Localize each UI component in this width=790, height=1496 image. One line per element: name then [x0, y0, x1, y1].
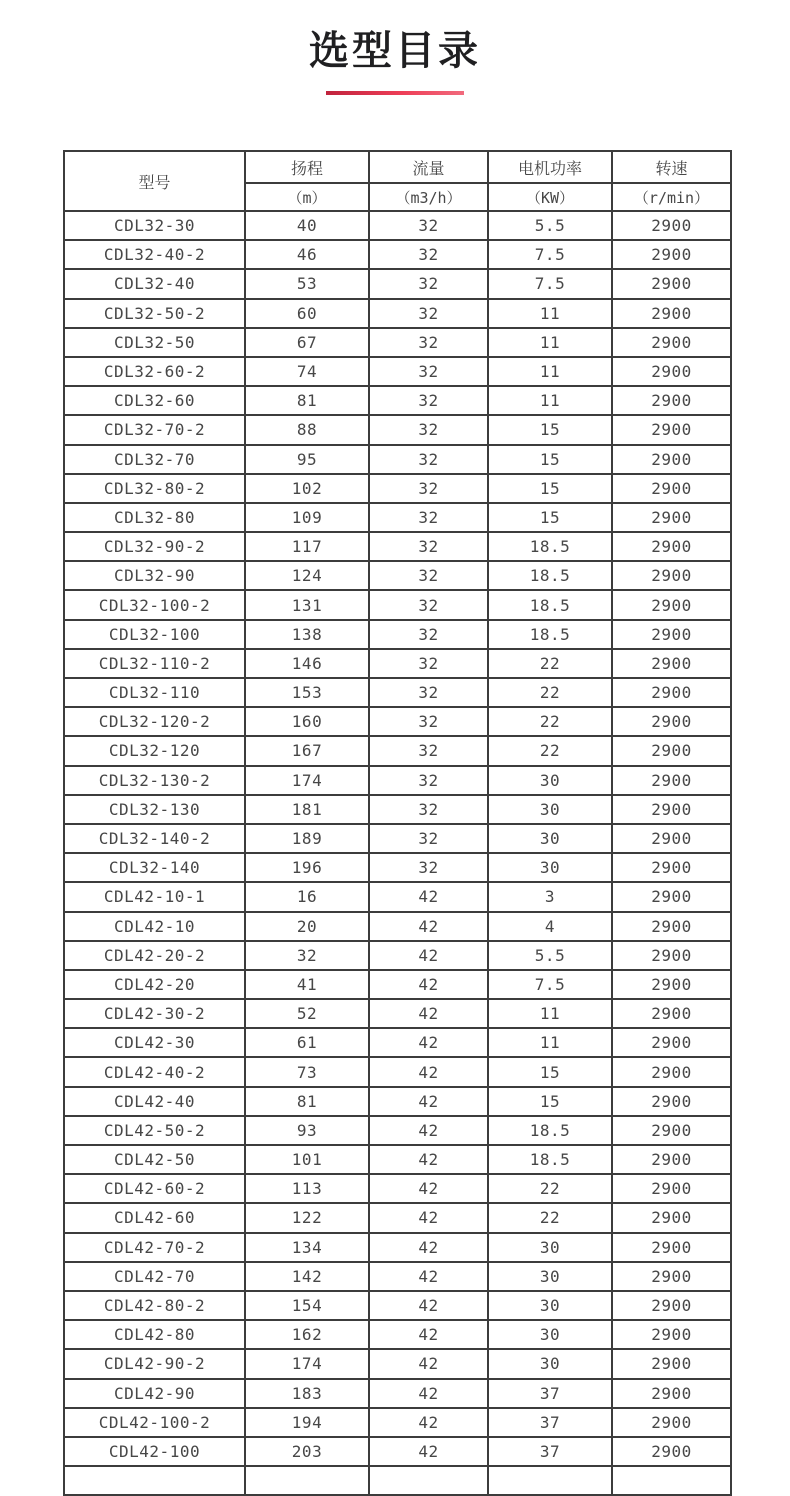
- cell-speed: 2900: [612, 503, 731, 532]
- table-row: [64, 1057, 731, 1086]
- table-row: [64, 649, 731, 678]
- cell-head: [245, 1466, 369, 1495]
- cell-speed: 2900: [612, 445, 731, 474]
- cell-flow: 42: [369, 1233, 488, 1262]
- cell-flow: 42: [369, 1116, 488, 1145]
- cell-model: CDL42-40: [64, 1087, 245, 1116]
- table-row: [64, 824, 731, 853]
- table-row: [64, 445, 731, 474]
- cell-head: 73: [245, 1057, 369, 1086]
- cell-flow: 42: [369, 1028, 488, 1057]
- table-row: [64, 357, 731, 386]
- cell-model: CDL32-50: [64, 328, 245, 357]
- cell-power: 30: [488, 1320, 612, 1349]
- cell-speed: 2900: [612, 678, 731, 707]
- table-row: [64, 1291, 731, 1320]
- cell-model: CDL42-100-2: [64, 1408, 245, 1437]
- cell-flow: 32: [369, 357, 488, 386]
- cell-speed: 2900: [612, 269, 731, 298]
- table-row: [64, 240, 731, 269]
- cell-flow: 32: [369, 561, 488, 590]
- cell-flow: 32: [369, 736, 488, 765]
- cell-model: CDL32-110: [64, 678, 245, 707]
- cell-flow: 32: [369, 824, 488, 853]
- cell-flow: 32: [369, 445, 488, 474]
- cell-power: 11: [488, 999, 612, 1028]
- table-row: [64, 561, 731, 590]
- table-row: [64, 503, 731, 532]
- cell-speed: 2900: [612, 999, 731, 1028]
- cell-speed: 2900: [612, 1349, 731, 1378]
- cell-head: 196: [245, 853, 369, 882]
- column-unit-power: （KW）: [488, 183, 612, 211]
- cell-model: CDL32-100-2: [64, 590, 245, 619]
- cell-head: 113: [245, 1174, 369, 1203]
- table-row: [64, 1028, 731, 1057]
- cell-model: CDL42-40-2: [64, 1057, 245, 1086]
- cell-head: 162: [245, 1320, 369, 1349]
- cell-model: CDL42-20-2: [64, 941, 245, 970]
- cell-head: 41: [245, 970, 369, 999]
- cell-flow: 32: [369, 620, 488, 649]
- cell-speed: 2900: [612, 970, 731, 999]
- cell-head: 131: [245, 590, 369, 619]
- cell-flow: 32: [369, 474, 488, 503]
- cell-power: 7.5: [488, 269, 612, 298]
- cell-power: 30: [488, 1291, 612, 1320]
- table-row: [64, 299, 731, 328]
- cell-power: 11: [488, 357, 612, 386]
- cell-power: 11: [488, 299, 612, 328]
- cell-model: CDL32-110-2: [64, 649, 245, 678]
- column-unit-head: （m）: [245, 183, 369, 211]
- column-header-head: 扬程: [245, 151, 369, 183]
- cell-power: 4: [488, 912, 612, 941]
- cell-model: CDL42-20: [64, 970, 245, 999]
- cell-speed: 2900: [612, 1291, 731, 1320]
- cell-head: 203: [245, 1437, 369, 1466]
- cell-head: 16: [245, 882, 369, 911]
- cell-flow: 42: [369, 941, 488, 970]
- table-row: [64, 590, 731, 619]
- cell-head: 74: [245, 357, 369, 386]
- cell-speed: 2900: [612, 299, 731, 328]
- cell-head: 88: [245, 415, 369, 444]
- cell-model: CDL42-80: [64, 1320, 245, 1349]
- table-row: [64, 882, 731, 911]
- table-row: [64, 853, 731, 882]
- cell-head: 160: [245, 707, 369, 736]
- table-row: [64, 1174, 731, 1203]
- cell-power: 18.5: [488, 1116, 612, 1145]
- cell-power: 18.5: [488, 561, 612, 590]
- cell-head: 52: [245, 999, 369, 1028]
- cell-power: 30: [488, 766, 612, 795]
- cell-power: 15: [488, 415, 612, 444]
- cell-model: CDL42-70: [64, 1262, 245, 1291]
- cell-model: CDL32-90: [64, 561, 245, 590]
- cell-flow: 32: [369, 299, 488, 328]
- cell-head: 81: [245, 1087, 369, 1116]
- cell-power: 18.5: [488, 1145, 612, 1174]
- cell-model: CDL32-70-2: [64, 415, 245, 444]
- cell-model: CDL32-90-2: [64, 532, 245, 561]
- cell-flow: 32: [369, 269, 488, 298]
- cell-model: CDL42-100: [64, 1437, 245, 1466]
- cell-flow: 32: [369, 532, 488, 561]
- cell-power: 7.5: [488, 240, 612, 269]
- table-row: [64, 912, 731, 941]
- cell-power: 37: [488, 1408, 612, 1437]
- cell-model: CDL32-60: [64, 386, 245, 415]
- cell-head: 194: [245, 1408, 369, 1437]
- table-row: [64, 1379, 731, 1408]
- cell-speed: 2900: [612, 1028, 731, 1057]
- cell-model: CDL32-30: [64, 211, 245, 240]
- cell-power: 18.5: [488, 532, 612, 561]
- cell-speed: 2900: [612, 766, 731, 795]
- cell-head: 174: [245, 1349, 369, 1378]
- cell-power: 30: [488, 853, 612, 882]
- cell-speed: 2900: [612, 1320, 731, 1349]
- cell-head: 53: [245, 269, 369, 298]
- cell-model: CDL42-60: [64, 1203, 245, 1232]
- cell-model: CDL42-10: [64, 912, 245, 941]
- cell-power: 3: [488, 882, 612, 911]
- cell-speed: 2900: [612, 707, 731, 736]
- cell-head: 181: [245, 795, 369, 824]
- cell-head: 60: [245, 299, 369, 328]
- cell-model: CDL32-130: [64, 795, 245, 824]
- table-row: [64, 211, 731, 240]
- table-row: [64, 386, 731, 415]
- cell-power: 22: [488, 736, 612, 765]
- cell-model: CDL32-120-2: [64, 707, 245, 736]
- cell-power: 5.5: [488, 941, 612, 970]
- cell-flow: 32: [369, 649, 488, 678]
- cell-power: 11: [488, 386, 612, 415]
- cell-head: 101: [245, 1145, 369, 1174]
- cell-speed: 2900: [612, 415, 731, 444]
- cell-model: CDL42-90: [64, 1379, 245, 1408]
- cell-speed: 2900: [612, 590, 731, 619]
- cell-head: 40: [245, 211, 369, 240]
- cell-power: 22: [488, 678, 612, 707]
- cell-speed: 2900: [612, 532, 731, 561]
- cell-flow: 42: [369, 1087, 488, 1116]
- page-title: 选型目录: [309, 28, 481, 74]
- cell-speed: [612, 1466, 731, 1495]
- cell-flow: 42: [369, 912, 488, 941]
- cell-power: [488, 1466, 612, 1495]
- table-row: [64, 1233, 731, 1262]
- cell-head: 142: [245, 1262, 369, 1291]
- cell-flow: 32: [369, 386, 488, 415]
- pump-selection-table: [63, 150, 732, 1496]
- cell-speed: 2900: [612, 736, 731, 765]
- title-underline: [326, 91, 464, 95]
- cell-speed: 2900: [612, 328, 731, 357]
- cell-head: 95: [245, 445, 369, 474]
- column-unit-speed: （r/min）: [612, 183, 731, 211]
- cell-flow: 32: [369, 707, 488, 736]
- cell-flow: 42: [369, 1203, 488, 1232]
- cell-speed: 2900: [612, 853, 731, 882]
- cell-speed: 2900: [612, 620, 731, 649]
- cell-power: 22: [488, 707, 612, 736]
- column-header-power: 电机功率: [488, 151, 612, 183]
- table-row: [64, 1203, 731, 1232]
- cell-head: 61: [245, 1028, 369, 1057]
- cell-speed: 2900: [612, 1174, 731, 1203]
- cell-power: 5.5: [488, 211, 612, 240]
- table-row: [64, 1262, 731, 1291]
- cell-flow: 32: [369, 415, 488, 444]
- cell-speed: 2900: [612, 1262, 731, 1291]
- column-unit-flow: （m3/h）: [369, 183, 488, 211]
- cell-flow: 42: [369, 1145, 488, 1174]
- cell-model: CDL42-80-2: [64, 1291, 245, 1320]
- table-row: [64, 1116, 731, 1145]
- cell-speed: 2900: [612, 795, 731, 824]
- cell-model: [64, 1466, 245, 1495]
- cell-model: CDL42-50: [64, 1145, 245, 1174]
- cell-head: 167: [245, 736, 369, 765]
- cell-model: CDL32-70: [64, 445, 245, 474]
- cell-speed: 2900: [612, 1437, 731, 1466]
- cell-flow: 32: [369, 240, 488, 269]
- cell-speed: 2900: [612, 1145, 731, 1174]
- cell-flow: 42: [369, 1291, 488, 1320]
- cell-power: 30: [488, 1262, 612, 1291]
- cell-flow: [369, 1466, 488, 1495]
- cell-model: CDL42-10-1: [64, 882, 245, 911]
- cell-speed: 2900: [612, 1408, 731, 1437]
- cell-flow: 32: [369, 678, 488, 707]
- cell-head: 124: [245, 561, 369, 590]
- cell-power: 7.5: [488, 970, 612, 999]
- cell-model: CDL32-80-2: [64, 474, 245, 503]
- cell-flow: 42: [369, 1320, 488, 1349]
- cell-model: CDL32-60-2: [64, 357, 245, 386]
- table-row: [64, 736, 731, 765]
- cell-head: 20: [245, 912, 369, 941]
- cell-model: CDL32-140-2: [64, 824, 245, 853]
- cell-power: 15: [488, 445, 612, 474]
- cell-speed: 2900: [612, 561, 731, 590]
- cell-head: 134: [245, 1233, 369, 1262]
- cell-model: CDL32-130-2: [64, 766, 245, 795]
- cell-speed: 2900: [612, 649, 731, 678]
- table-row: [64, 328, 731, 357]
- column-header-model: 型号: [64, 151, 245, 211]
- cell-flow: 32: [369, 503, 488, 532]
- cell-power: 15: [488, 1057, 612, 1086]
- cell-model: CDL42-90-2: [64, 1349, 245, 1378]
- cell-speed: 2900: [612, 386, 731, 415]
- cell-power: 30: [488, 1233, 612, 1262]
- table-body: [64, 211, 731, 1495]
- table-row: [64, 999, 731, 1028]
- cell-power: 22: [488, 1203, 612, 1232]
- table-row: [64, 474, 731, 503]
- cell-power: 15: [488, 1087, 612, 1116]
- cell-head: 146: [245, 649, 369, 678]
- cell-head: 154: [245, 1291, 369, 1320]
- cell-model: CDL42-60-2: [64, 1174, 245, 1203]
- cell-head: 189: [245, 824, 369, 853]
- cell-flow: 42: [369, 999, 488, 1028]
- cell-flow: 32: [369, 766, 488, 795]
- cell-flow: 42: [369, 1349, 488, 1378]
- cell-flow: 42: [369, 1262, 488, 1291]
- cell-power: 22: [488, 649, 612, 678]
- table-row: [64, 795, 731, 824]
- cell-power: 30: [488, 1349, 612, 1378]
- cell-speed: 2900: [612, 240, 731, 269]
- cell-flow: 42: [369, 1057, 488, 1086]
- table-row: [64, 1349, 731, 1378]
- cell-flow: 32: [369, 590, 488, 619]
- cell-model: CDL42-30-2: [64, 999, 245, 1028]
- cell-flow: 32: [369, 211, 488, 240]
- cell-speed: 2900: [612, 357, 731, 386]
- cell-head: 122: [245, 1203, 369, 1232]
- cell-speed: 2900: [612, 1203, 731, 1232]
- cell-head: 67: [245, 328, 369, 357]
- table-row: [64, 532, 731, 561]
- column-header-speed: 转速: [612, 151, 731, 183]
- table-row: [64, 415, 731, 444]
- cell-speed: 2900: [612, 1087, 731, 1116]
- cell-power: 18.5: [488, 620, 612, 649]
- cell-speed: 2900: [612, 824, 731, 853]
- cell-flow: 42: [369, 970, 488, 999]
- cell-flow: 32: [369, 795, 488, 824]
- cell-flow: 42: [369, 1437, 488, 1466]
- cell-power: 11: [488, 1028, 612, 1057]
- cell-speed: 2900: [612, 941, 731, 970]
- cell-speed: 2900: [612, 912, 731, 941]
- cell-head: 117: [245, 532, 369, 561]
- table-row: [64, 1087, 731, 1116]
- cell-speed: 2900: [612, 211, 731, 240]
- cell-model: CDL32-40-2: [64, 240, 245, 269]
- table-header: [64, 151, 731, 211]
- cell-head: 183: [245, 1379, 369, 1408]
- cell-flow: 42: [369, 1408, 488, 1437]
- cell-power: 37: [488, 1437, 612, 1466]
- cell-flow: 42: [369, 882, 488, 911]
- cell-head: 46: [245, 240, 369, 269]
- cell-flow: 42: [369, 1379, 488, 1408]
- cell-head: 109: [245, 503, 369, 532]
- cell-flow: 32: [369, 853, 488, 882]
- cell-power: 18.5: [488, 590, 612, 619]
- cell-power: 15: [488, 503, 612, 532]
- cell-speed: 2900: [612, 1379, 731, 1408]
- cell-model: CDL42-70-2: [64, 1233, 245, 1262]
- table-row: [64, 620, 731, 649]
- cell-model: CDL42-50-2: [64, 1116, 245, 1145]
- table-row: [64, 269, 731, 298]
- cell-speed: 2900: [612, 882, 731, 911]
- table-row: [64, 766, 731, 795]
- cell-head: 102: [245, 474, 369, 503]
- cell-head: 81: [245, 386, 369, 415]
- cell-model: CDL42-30: [64, 1028, 245, 1057]
- table-row: [64, 1466, 731, 1495]
- cell-power: 15: [488, 474, 612, 503]
- cell-head: 32: [245, 941, 369, 970]
- cell-head: 93: [245, 1116, 369, 1145]
- table-row: [64, 707, 731, 736]
- cell-speed: 2900: [612, 1233, 731, 1262]
- cell-power: 11: [488, 328, 612, 357]
- cell-power: 30: [488, 824, 612, 853]
- cell-power: 22: [488, 1174, 612, 1203]
- cell-head: 153: [245, 678, 369, 707]
- cell-flow: 42: [369, 1174, 488, 1203]
- cell-model: CDL32-120: [64, 736, 245, 765]
- table-row: [64, 1437, 731, 1466]
- table-row: [64, 1145, 731, 1174]
- cell-speed: 2900: [612, 1057, 731, 1086]
- table-row: [64, 678, 731, 707]
- cell-head: 138: [245, 620, 369, 649]
- table-row: [64, 941, 731, 970]
- cell-flow: 32: [369, 328, 488, 357]
- cell-model: CDL32-100: [64, 620, 245, 649]
- cell-power: 37: [488, 1379, 612, 1408]
- cell-model: CDL32-50-2: [64, 299, 245, 328]
- cell-model: CDL32-40: [64, 269, 245, 298]
- cell-speed: 2900: [612, 1116, 731, 1145]
- cell-model: CDL32-140: [64, 853, 245, 882]
- table-row: [64, 1408, 731, 1437]
- cell-power: 30: [488, 795, 612, 824]
- table-row: [64, 970, 731, 999]
- cell-model: CDL32-80: [64, 503, 245, 532]
- column-header-flow: 流量: [369, 151, 488, 183]
- table-row: [64, 1320, 731, 1349]
- cell-speed: 2900: [612, 474, 731, 503]
- cell-head: 174: [245, 766, 369, 795]
